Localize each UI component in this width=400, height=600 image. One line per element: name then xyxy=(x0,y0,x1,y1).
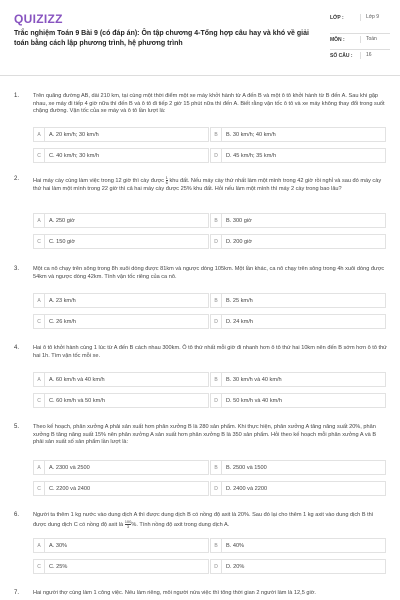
option-a[interactable]: A A. 250 giờ xyxy=(33,213,209,228)
question-text: Hai máy cày cùng làm việc trong 12 giờ thì cày được $\frac{1}{6}$ khu đất. Nếu máy cày thứ nhất làm một mình trong 42 giờ rồi nghỉ và sau đó máy cày thứ hai làm một mình trong 22 giờ thì cả hai máy cày được 25% khu đất. Hỏi nếu làm một mình thì máy 2 cày trong bao lâu? xyxy=(33,175,382,192)
option-b[interactable]: B B. 30 km/h; 40 km/h xyxy=(210,127,386,142)
option-a[interactable]: A A. 30% xyxy=(33,538,209,553)
meta-count: SỐ CÂU : 16 xyxy=(330,50,390,64)
quizizz-logo: QUIZIZZ xyxy=(14,12,63,26)
option-d[interactable]: D D. 2400 và 2200 xyxy=(210,481,386,496)
option-b[interactable]: B B. 2500 và 1500 xyxy=(210,460,386,475)
option-d[interactable]: D D. 200 giờ xyxy=(210,234,386,249)
option-a[interactable]: A A. 60 km/h và 40 km/h xyxy=(33,372,209,387)
page-title: Trắc nghiệm Toán 9 Bài 9 (có đáp án): Ôn tập chương 4-Tổng hợp câu hay và khó về giải toán bằng cách lập phương trình, hệ phương trình xyxy=(14,30,309,47)
option-d[interactable]: D D. 24 km/h xyxy=(210,314,386,329)
fraction: $\frac{1}{6}$ xyxy=(165,175,168,185)
question-text: Người ta thêm 1 kg nước vào dung dịch A thì được dung dịch B có nồng độ axit là 20%. Sau đó lại cho thêm 1 kg axit vào dung dịch B thì được dung dịch C có nồng độ axit là $\frac{100}{3}$ %. Tính nồng độ axit trong dung dịch A. xyxy=(33,512,374,529)
question-number: 7. xyxy=(14,590,20,596)
question-number: 4. xyxy=(14,345,20,351)
option-b[interactable]: B B. 30 km/h và 40 km/h xyxy=(210,372,386,387)
question-text: Theo kế hoạch, phân xưởng A phải sản xuất hơn phân xưởng B là 280 sản phẩm. Khi thực hiện, phân xưởng A tăng năng suất 20%, phân xưởng B tăng năng suất 15% nên phân xưởng A sản xuất hơn phân xưởng B là 350 sản phẩm. Hỏi theo kế hoạch mỗi phân xưởng A và B phải sản xuất số sản phẩm lần lượt là: xyxy=(33,424,377,446)
quiz-meta xyxy=(330,12,390,64)
option-d[interactable]: D D. 45 km/h; 35 km/h xyxy=(210,148,386,163)
option-b[interactable]: B B. 300 giờ xyxy=(210,213,386,228)
question-text: Hai ô tô khởi hành cùng 1 lúc từ A đến B cách nhau 300km. Ô tô thứ nhất mỗi giờ đi nhanh hơn ô tô thứ hai 10km nên đến B sớm hơn ô tô thứ hai 1h. Tìm vận tốc mỗi xe. xyxy=(33,345,387,359)
option-a[interactable]: A A. 20 km/h; 30 km/h xyxy=(33,127,209,142)
question-number: 6. xyxy=(14,512,20,518)
option-d[interactable]: D D. 50 km/h và 40 km/h xyxy=(210,393,386,408)
question-text: Một ca nô chạy trên sông trong 8h xuôi dòng được 81km và ngược dòng 105km. Một lần khác, ca nô chạy trên sông trong 4h xuôi dòng được 54km và ngược dòng 42km. Tính vận tốc riêng của ca nô. xyxy=(33,266,385,280)
meta-class: LỚP : Lớp 9 xyxy=(330,12,390,34)
option-c[interactable]: C C. 26 km/h xyxy=(33,314,209,329)
option-b[interactable]: B B. 25 km/h xyxy=(210,293,386,308)
meta-subject: MÔN : Toán xyxy=(330,34,390,50)
option-a[interactable]: A A. 2300 và 2500 xyxy=(33,460,209,475)
option-b[interactable]: B B. 40% xyxy=(210,538,386,553)
option-c[interactable]: C C. 60 km/h và 50 km/h xyxy=(33,393,209,408)
fraction: $\frac{100}{3}$ xyxy=(124,518,132,529)
option-c[interactable]: C C. 2200 và 2400 xyxy=(33,481,209,496)
option-c[interactable]: C C. 25% xyxy=(33,559,209,574)
question-number: 5. xyxy=(14,424,20,430)
option-c[interactable]: C C. 150 giờ xyxy=(33,234,209,249)
question-number: 3. xyxy=(14,266,20,272)
page-header xyxy=(0,0,400,76)
question-number: 2. xyxy=(14,176,20,182)
option-c[interactable]: C C. 40 km/h; 30 km/h xyxy=(33,148,209,163)
question-number: 1. xyxy=(14,93,20,99)
option-d[interactable]: D D. 20% xyxy=(210,559,386,574)
option-a[interactable]: A A. 23 km/h xyxy=(33,293,209,308)
question-text: Trên quãng đường AB, dài 210 km, tại cùng một thời điểm một xe máy khởi hành từ A đến B và một ô tô khởi hành từ B đến A. Sau khi gặp nhau, xe máy đi tiếp 4 giờ nữa thì đến B và ô tô đi tiếp 2 giờ 15 phút nữa thì đến A. Biết rằng vận tốc ô tô và xe máy không thay đổi trong suốt chặng đường. Vận tốc của xe máy và ô tô lần lượt là: xyxy=(33,93,385,115)
question-text: Hai người thợ cùng làm 1 công việc. Nếu làm riêng, mỗi người nửa việc thì tổng thời gian 2 người làm là 12,5 giờ. xyxy=(33,590,316,596)
